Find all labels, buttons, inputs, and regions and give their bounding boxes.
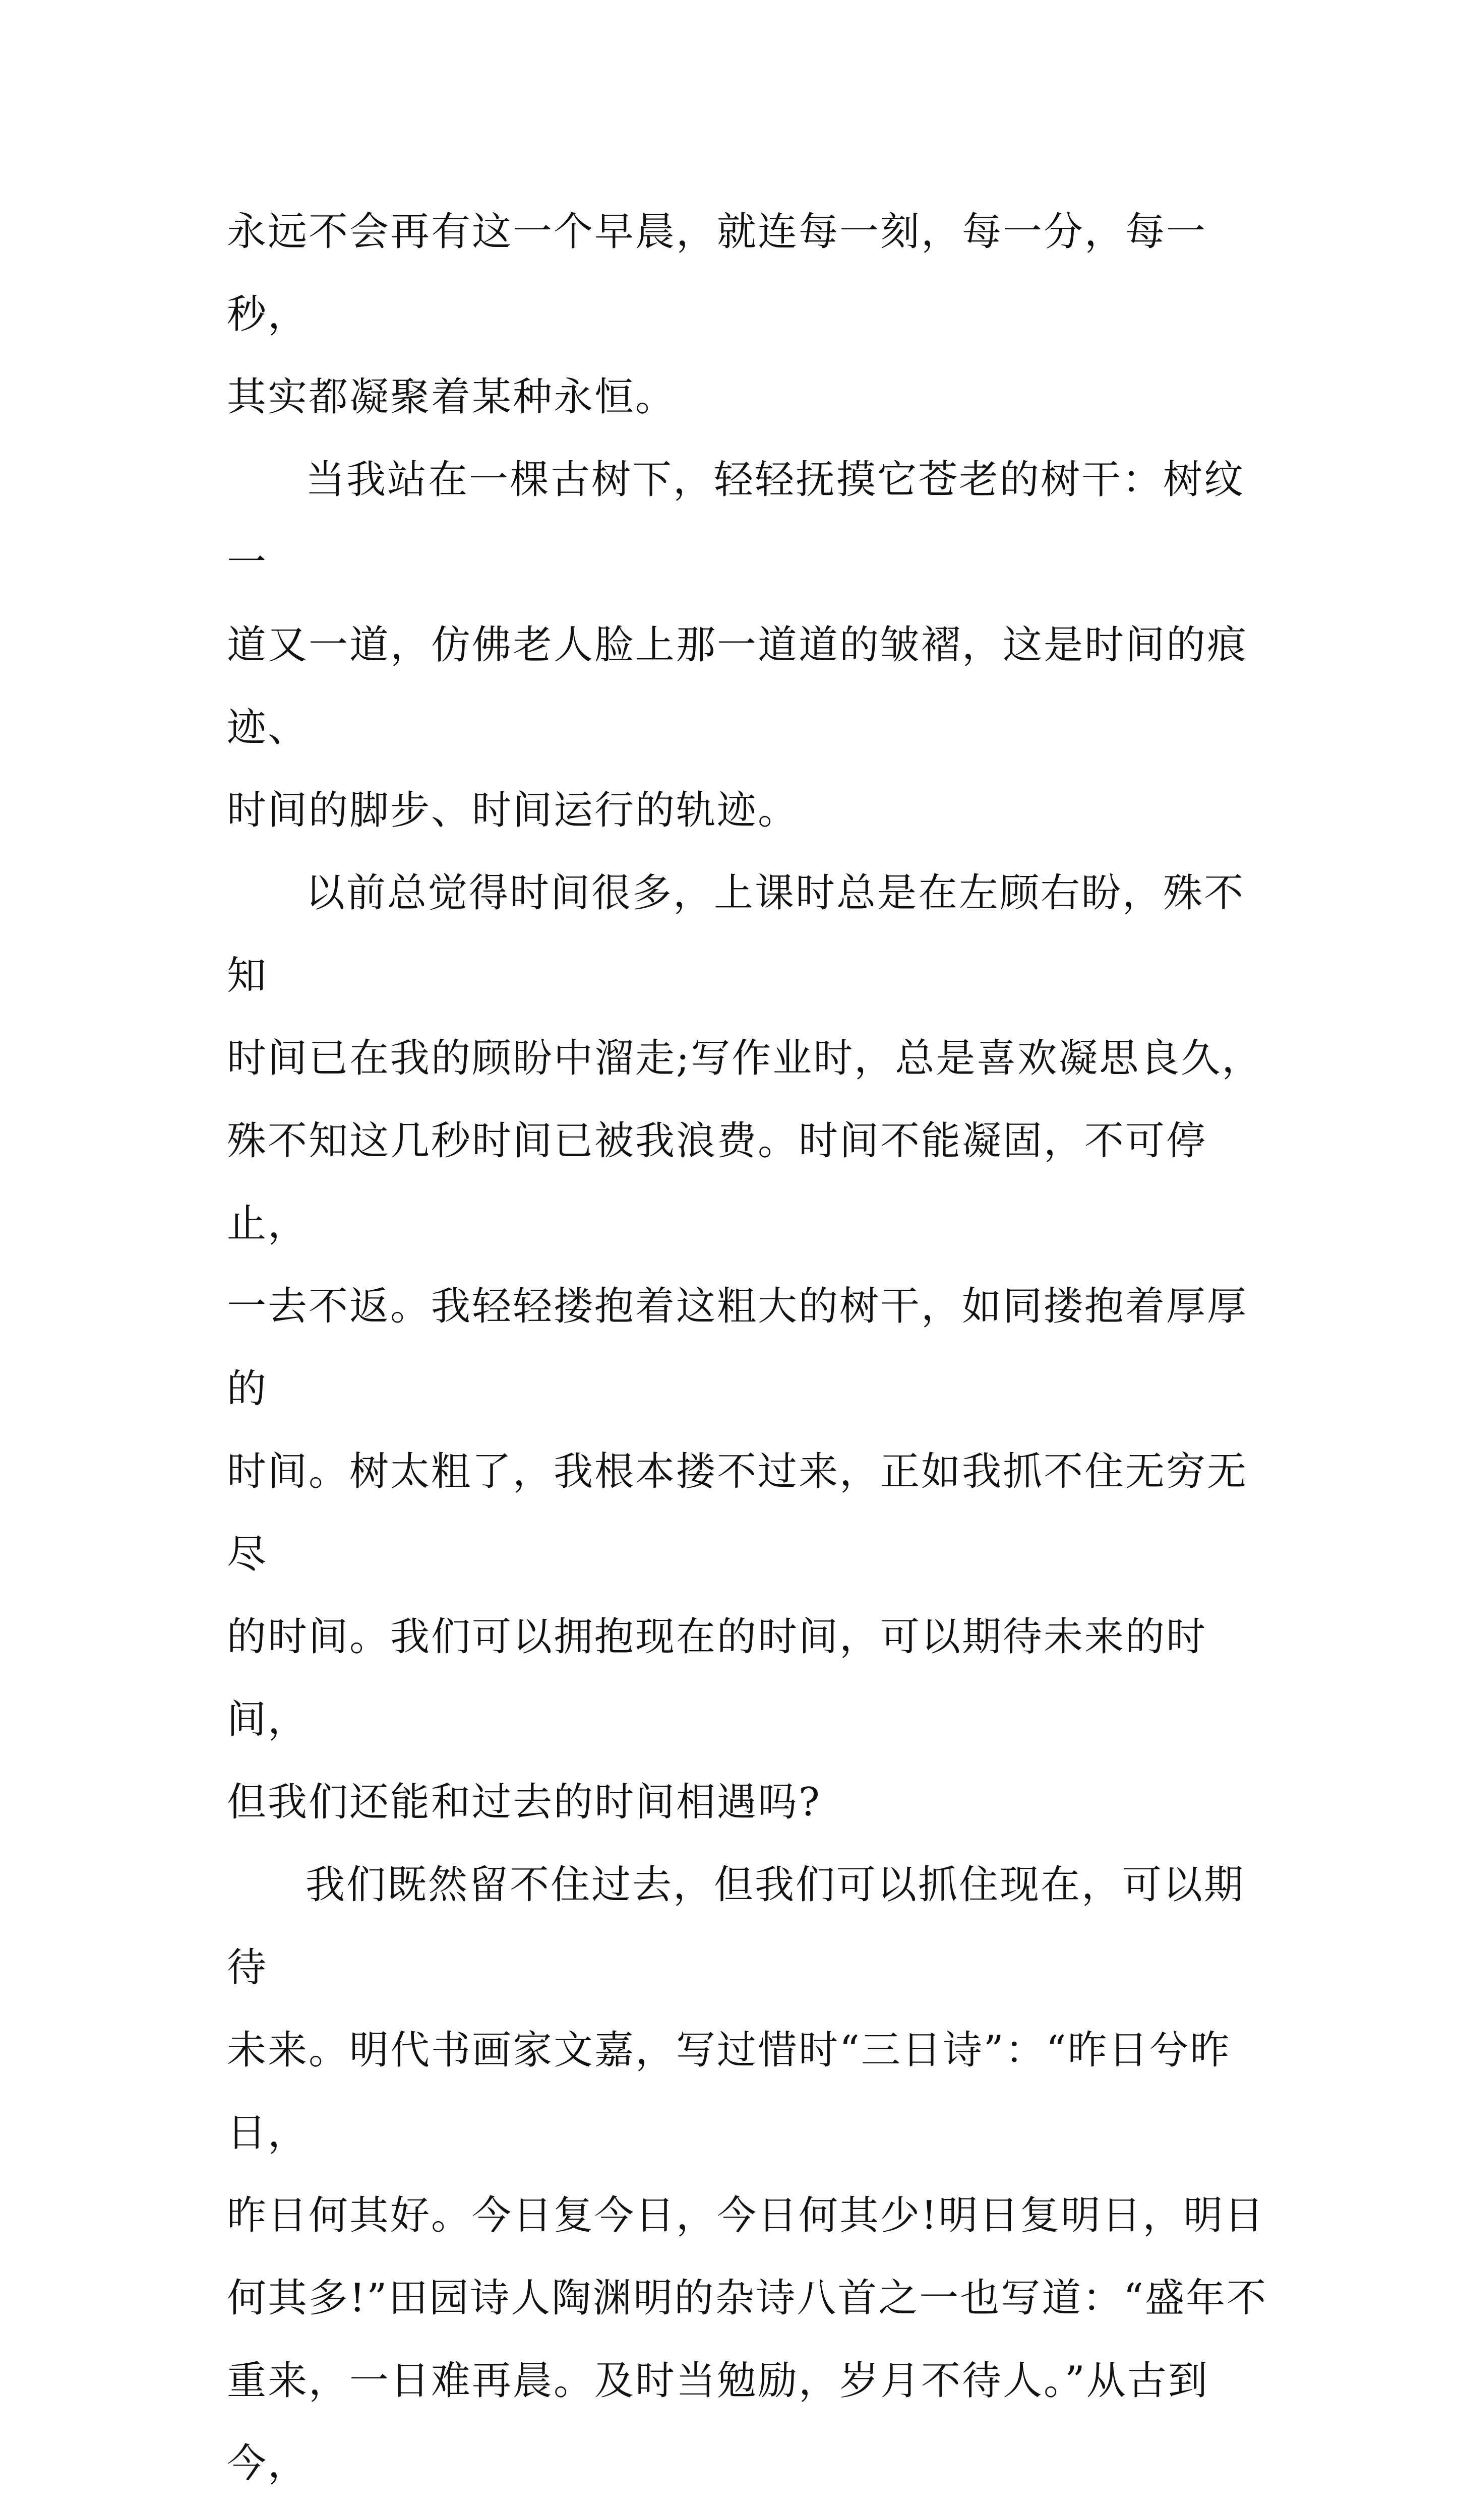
paragraph-1: 永远不会再有这一个早晨，就连每一刻，每一分，每一秒， 其实都凝聚着某种永恒。 <box>227 209 1207 420</box>
paragraph-2: 当我站在一棵古树下，轻轻抚摸它苍老的树干：树纹一 道又一道，仿佛老人脸上那一道道的皱褶，这是时间的痕迹、 时间的脚步、时间运行的轨迹。 <box>227 457 1248 833</box>
paragraph-3: 以前总觉得时间很多，上课时总是在左顾右盼，殊不知 时间已在我的顾盼中溜走;写作业时，总是喜欢凝思良久， 殊不知这几秒时间已被我浪费。时间不能凝固，不可停止， 一去不返。我轻轻搂抱着这粗大的树干，如同搂抱着厚厚的 时间。树太粗了，我根本搂不过来，正如我抓不住无穷无尽 的时间。我们可以拥抱现在的时间，可以期待未来的时间， 但我们还能和过去的时间相遇吗? <box>227 870 1263 1825</box>
document-body <box>227 191 1275 2520</box>
paragraph-4: 我们既然留不住过去，但我们可以抓住现在，可以期待 未来。明代书画家文嘉，写过惜时“三日诗”：“昨日兮昨日， 昨日何其好。今日复今日，今日何其少!明日复明日，明日 何其多!”田园诗人陶渊明的杂诗八首之一也写道：“盛年不 重来，一日难再晨。及时当勉励，岁月不待人。”从古到今， <box>227 1862 1268 2486</box>
